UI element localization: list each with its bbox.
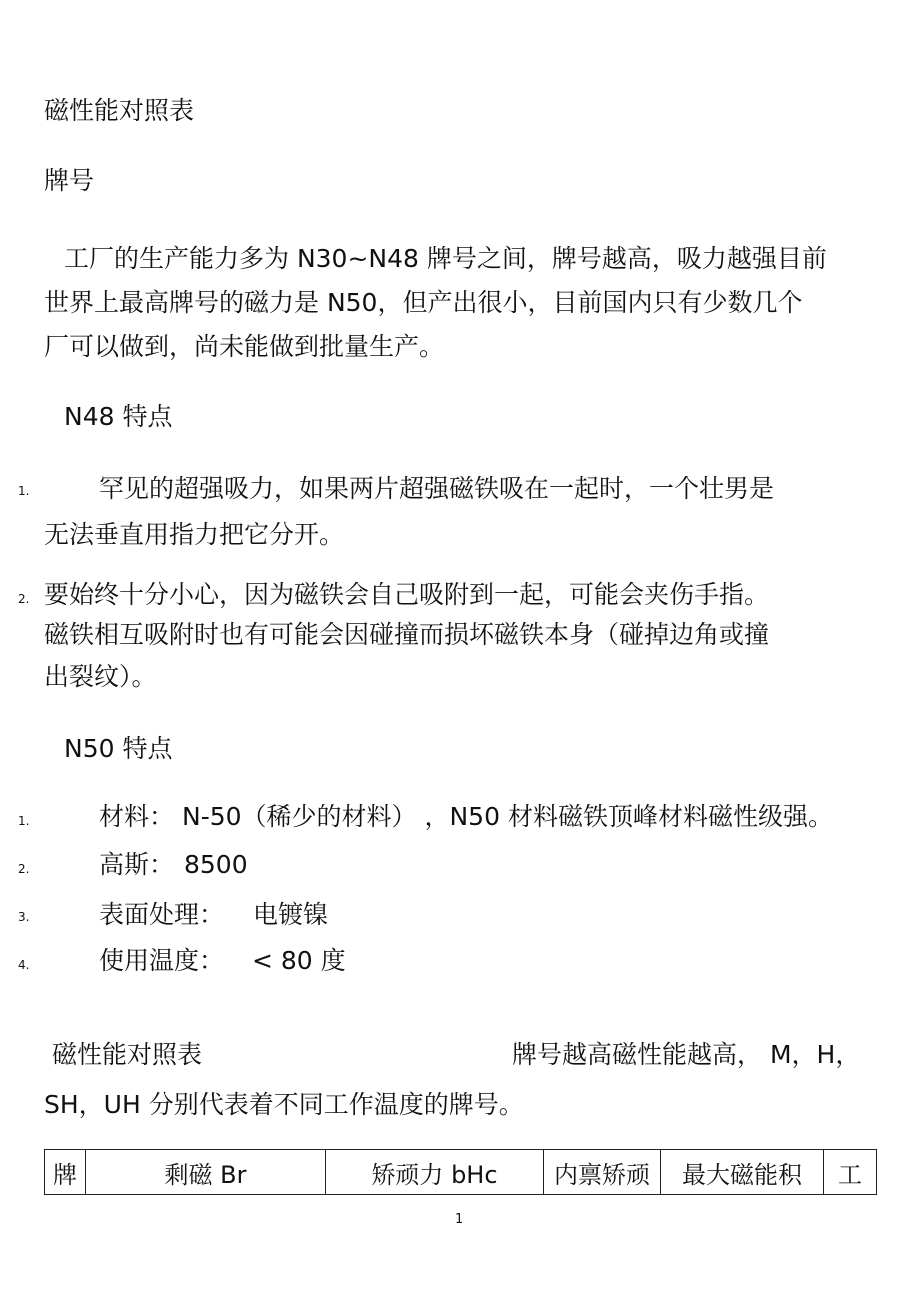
list-number: 3. xyxy=(18,910,30,924)
n50-item-temperature-value: < 80 度 xyxy=(252,946,346,975)
n50-item-gauss-value: 8500 xyxy=(184,850,248,879)
header-max-energy-product: 最大磁能积 xyxy=(661,1150,824,1195)
n50-item-gauss-label: 高斯： xyxy=(99,850,175,879)
n50-item-material-label: 材料： xyxy=(99,802,175,831)
intro-line-3: 厂可以做到，尚未能做到批量生产。 xyxy=(44,332,445,361)
magnet-spec-table xyxy=(44,1149,877,1195)
n48-item-2-line-1: 要始终十分小心，因为磁铁会自己吸附到一起，可能会夹伤手指。 xyxy=(44,580,770,609)
comparison-title: 磁性能对照表 xyxy=(52,1040,203,1069)
n48-item-2-line-2: 磁铁相互吸附时也有可能会因碰撞而损坏磁铁本身（碰掉边角或撞 xyxy=(44,620,770,649)
list-number: 1. xyxy=(18,484,30,498)
list-number: 1. xyxy=(18,814,30,828)
page-number: 1 xyxy=(455,1212,464,1227)
intro-line-1: 工厂的生产能力多为 N30~N48 牌号之间，牌号越高，吸力越强目前 xyxy=(64,244,827,273)
intro-line-2: 世界上最高牌号的磁力是 N50，但产出很小，目前国内只有少数几个 xyxy=(44,288,803,317)
comparison-note-line-2: SH，UH 分别代表着不同工作温度的牌号。 xyxy=(44,1090,524,1119)
header-working-temperature: 工 xyxy=(824,1150,877,1195)
list-number: 2. xyxy=(18,592,30,606)
header-intrinsic-coercivity: 内禀矫顽 xyxy=(544,1150,661,1195)
comparison-note: 牌号越高磁性能越高， M，H， xyxy=(512,1040,861,1069)
n48-item-1-line-1: 罕见的超强吸力，如果两片超强磁铁吸在一起时，一个壮男是 xyxy=(99,474,775,503)
n50-item-surface-value: 电镀镍 xyxy=(253,900,329,929)
n50-item-surface-label: 表面处理： xyxy=(99,900,225,929)
page-title: 磁性能对照表 xyxy=(44,96,195,125)
n50-item-temperature-label: 使用温度： xyxy=(99,946,225,975)
header-remanence: 剩磁 Br xyxy=(86,1150,326,1195)
n48-item-2-line-3: 出裂纹）。 xyxy=(44,662,157,691)
header-coercivity: 矫顽力 bHc xyxy=(326,1150,544,1195)
n50-heading: N50 特点 xyxy=(64,734,173,763)
list-number: 2. xyxy=(18,862,30,876)
grade-heading: 牌号 xyxy=(44,166,95,195)
n48-item-1-line-2: 无法垂直用指力把它分开。 xyxy=(44,520,345,549)
header-grade: 牌 xyxy=(45,1150,86,1195)
n48-heading: N48 特点 xyxy=(64,402,173,431)
list-number: 4. xyxy=(18,958,30,972)
table-header-row xyxy=(45,1150,877,1195)
n50-item-material-value: N-50（稀少的材料） ，N50 材料磁铁顶峰材料磁性级强。 xyxy=(182,802,833,831)
